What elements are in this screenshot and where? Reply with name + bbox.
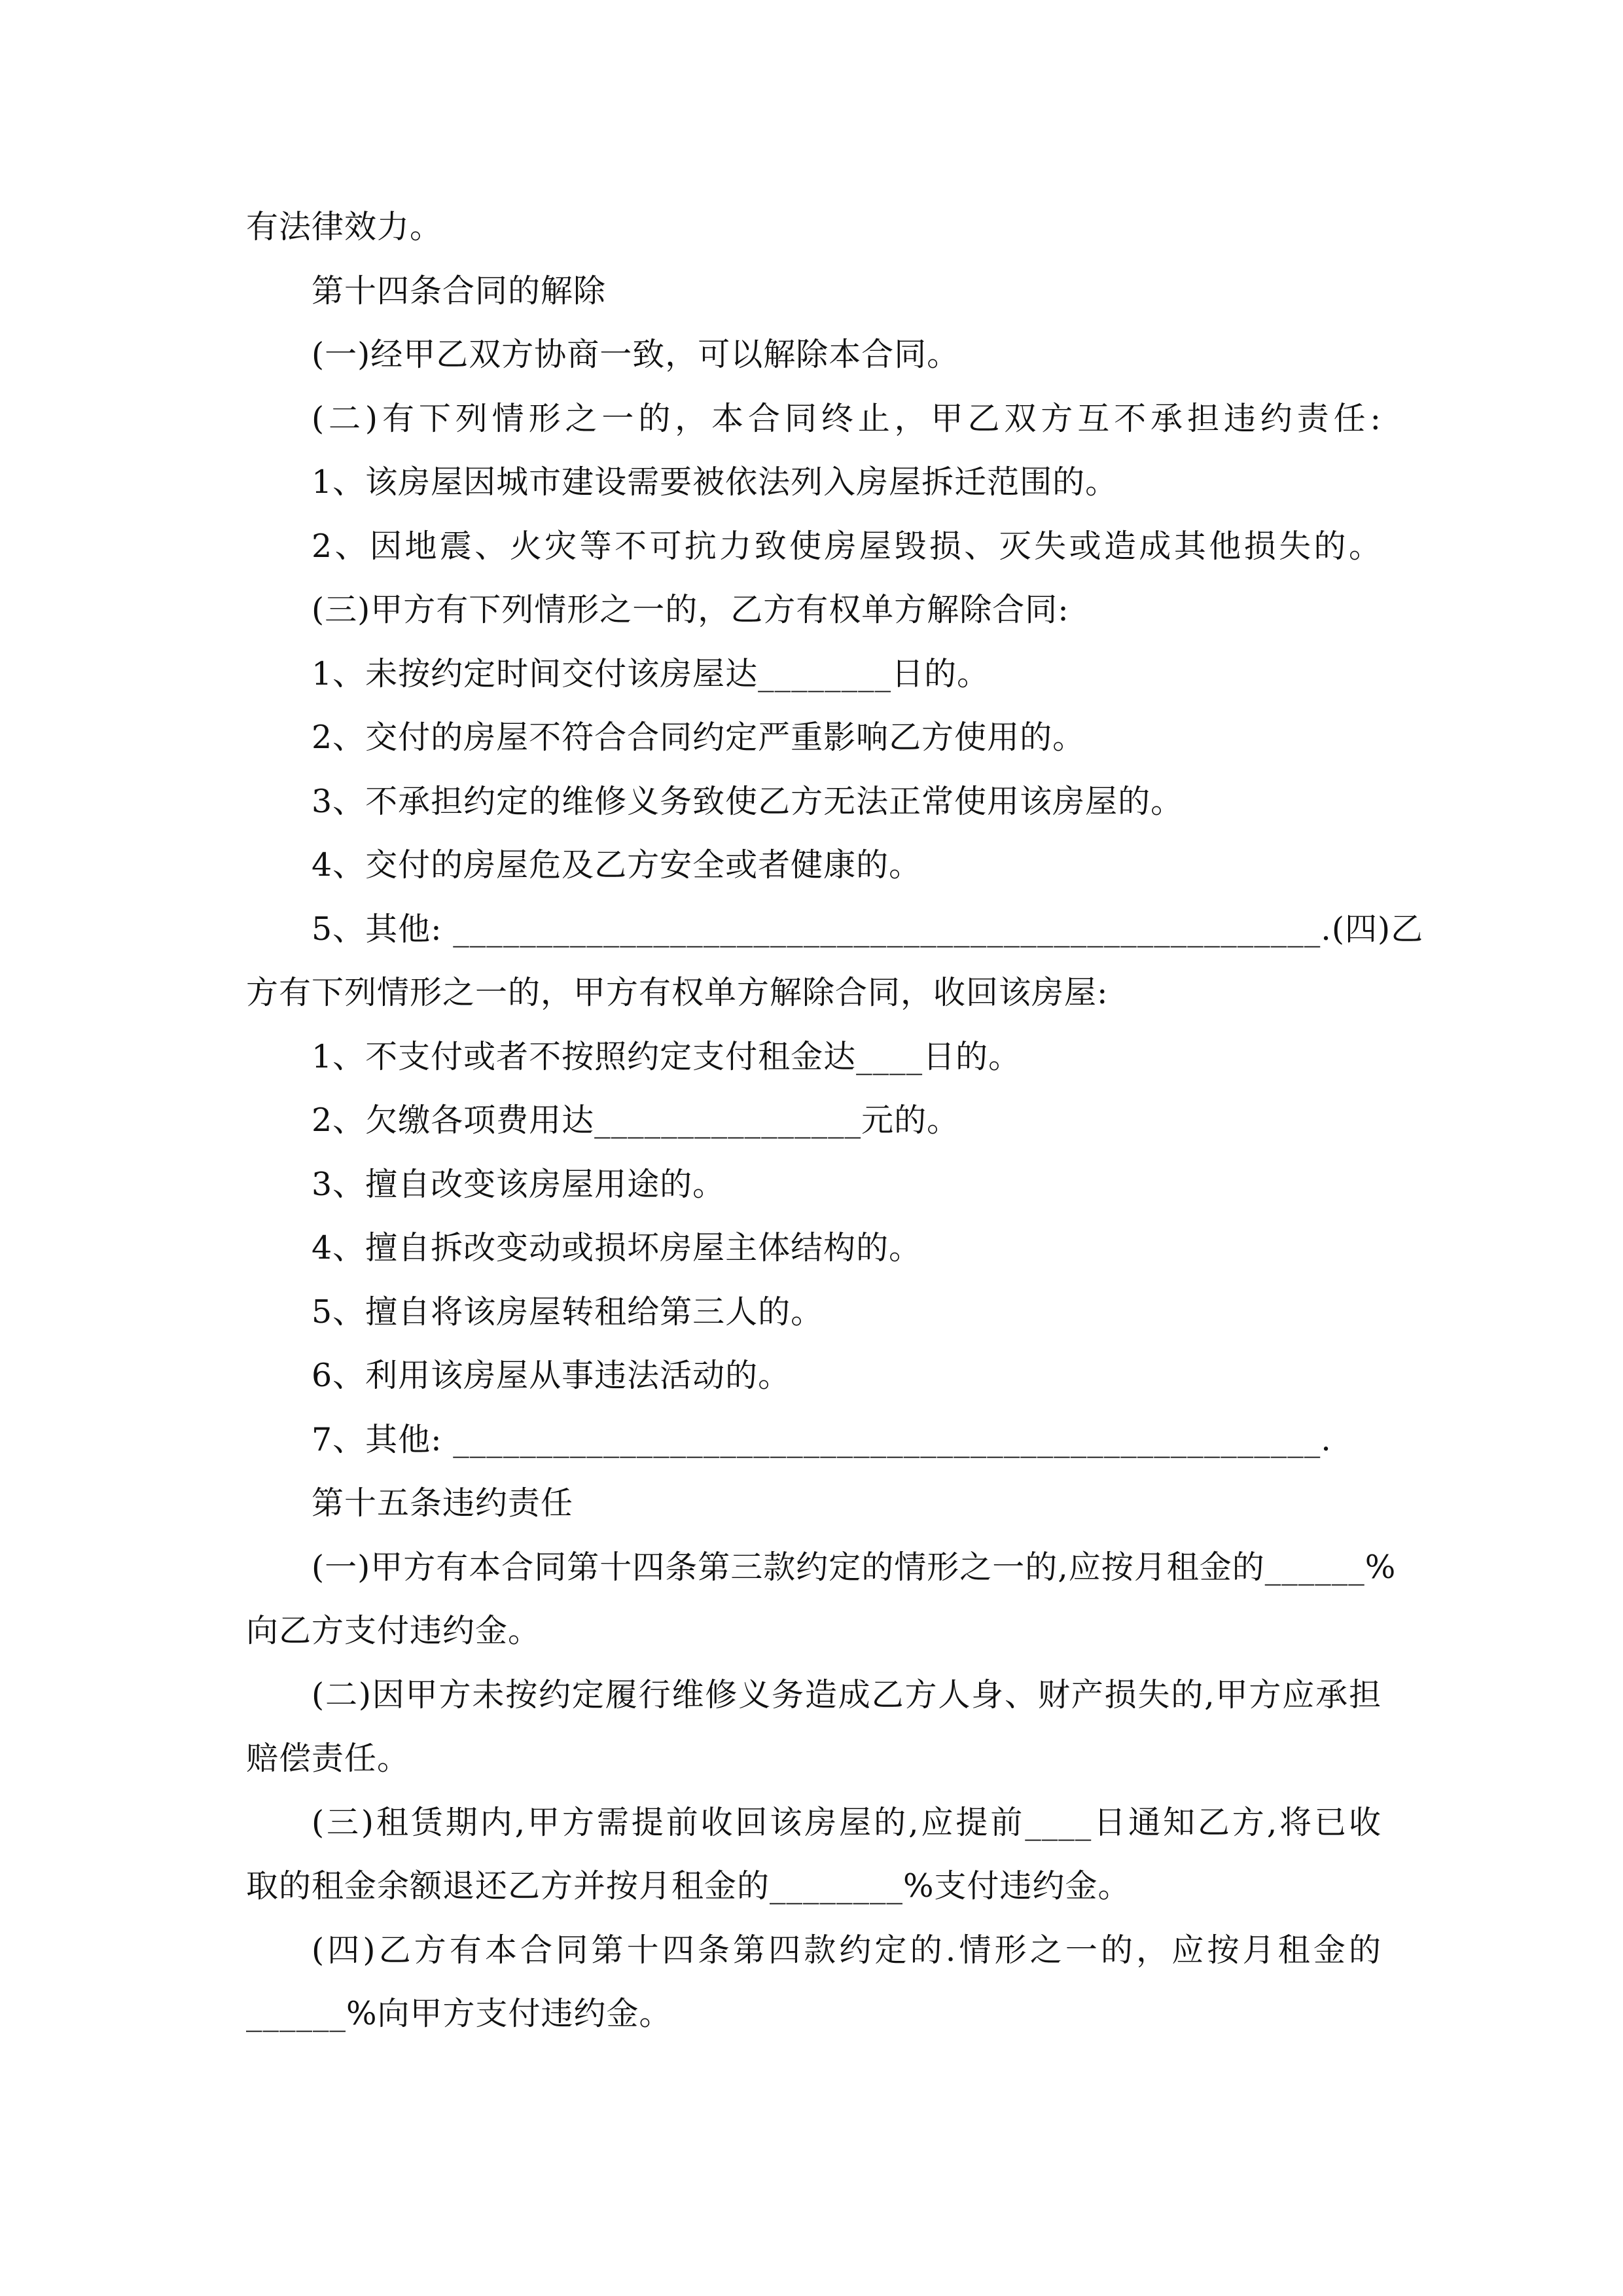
- text-line-27: 取的租金余额退还乙方并按月租金的________%支付违约金。: [246, 1867, 1131, 1905]
- text-line-21: 第十五条违约责任: [312, 1484, 574, 1522]
- text-line-7: (三)甲方有下列情形之一的，乙方有权单方解除合同:: [312, 591, 1069, 628]
- text-line-5: 1、该房屋因城市建设需要被依法列入房屋拆迁范围的。: [312, 463, 1118, 501]
- text-line-14: 1、不支付或者不按照约定支付租金达____日的。: [312, 1038, 1022, 1075]
- text-line-19: 6、利用该房屋从事违法活动的。: [312, 1357, 791, 1394]
- text-line-11: 4、交付的房屋危及乙方安全或者健康的。: [312, 846, 922, 884]
- text-line-22: (一)甲方有本合同第十四条第三款约定的情形之一的,应按月租金的______%: [312, 1549, 1397, 1586]
- text-line-15: 2、欠缴各项费用达________________元的。: [312, 1102, 960, 1139]
- text-line-12: 5、其他: ____________________________________________________.(四)乙: [312, 910, 1424, 948]
- text-line-4: (二)有下列情形之一的，本合同终止，甲乙双方互不承担违约责任:: [312, 400, 1382, 437]
- text-line-10: 3、不承担约定的维修义务致使乙方无法正常使用该房屋的。: [312, 783, 1184, 820]
- text-line-28: (四)乙方有本合同第十四条第四款约定的.情形之一的，应按月租金的: [312, 1931, 1382, 1969]
- text-line-8: 1、未按约定时间交付该房屋达________日的。: [312, 655, 990, 692]
- text-line-25: 赔偿责任。: [246, 1740, 410, 1777]
- text-line-29: ______%向甲方支付违约金。: [246, 1995, 672, 2032]
- text-line-16: 3、擅自改变该房屋用途的。: [312, 1166, 726, 1203]
- text-line-24: (二)因甲方未按约定履行维修义务造成乙方人身、财产损失的,甲方应承担: [312, 1676, 1382, 1713]
- text-line-1: 有法律效力。: [246, 208, 443, 245]
- text-line-17: 4、擅自拆改变动或损坏房屋主体结构的。: [312, 1229, 922, 1266]
- text-line-9: 2、交付的房屋不符合合同约定严重影响乙方使用的。: [312, 719, 1086, 756]
- text-line-3: (一)经甲乙双方协商一致，可以解除本合同。: [312, 336, 960, 373]
- text-line-13: 方有下列情形之一的，甲方有权单方解除合同，收回该房屋:: [246, 974, 1109, 1011]
- text-line-20: 7、其他: ____________________________________________________.: [312, 1421, 1332, 1458]
- text-line-18: 5、擅自将该房屋转租给第三人的。: [312, 1293, 824, 1331]
- text-line-6: 2、因地震、火灾等不可抗力致使房屋毁损、灭失或造成其他损失的。: [312, 528, 1382, 565]
- text-line-23: 向乙方支付违约金。: [246, 1612, 541, 1649]
- text-line-2: 第十四条合同的解除: [312, 272, 607, 310]
- text-line-26: (三)租赁期内,甲方需提前收回该房屋的,应提前____日通知乙方,将已收: [312, 1804, 1382, 1841]
